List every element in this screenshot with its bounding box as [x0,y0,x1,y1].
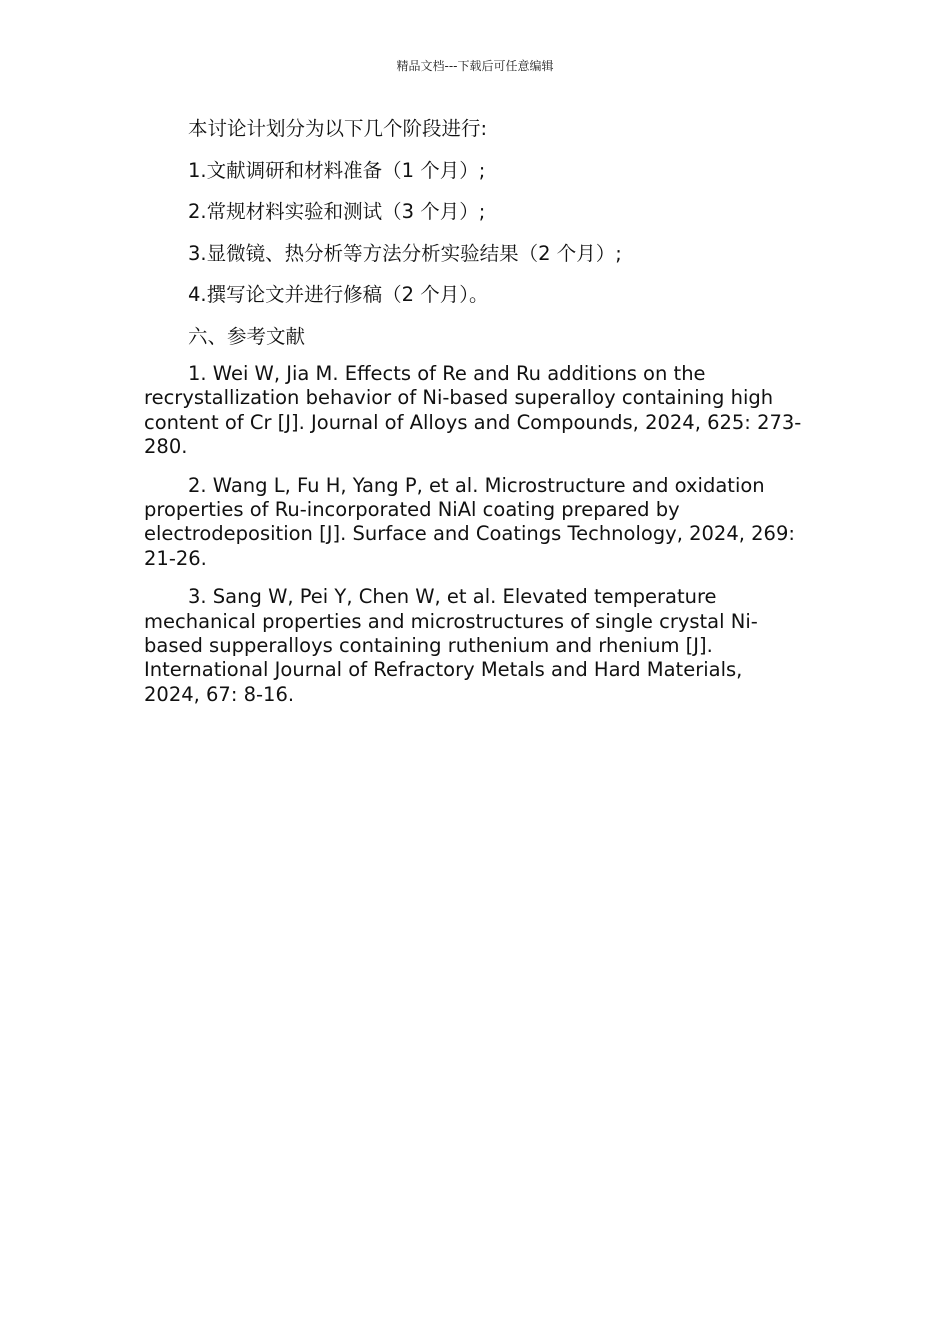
plan-stage-1: 1.文献调研和材料准备（1 个月）; [188,158,486,182]
page-header: 精品文档---下载后可任意编辑 [396,59,554,73]
plan-stage-4: 4.撰写论文并进行修稿（2 个月）。 [188,283,489,306]
reference-item-3: 3. Sang W, Pei Y, Chen W, et al. Elevated temperature mechanical properties and microstructures of single crystal Ni-based supperalloys containing ruthenium and rhenium [J]. International Journal of Refractory Metals and Hard Materials, 2024, 67: 8-16. [144,585,758,706]
reference-item-1: 1. Wei W, Jia M. Effects of Re and Ru additions on the recrystallization behavior of Ni-based superalloy containing high content of Cr [J]. Journal of Alloys and Compounds, 2024, 625: 273-280. [144,362,802,458]
plan-stage-2: 2.常规材料实验和测试（3 个月）; [188,200,486,223]
plan-stage-3: 3.显微镜、热分析等方法分析实验结果（2 个月）; [188,241,622,265]
document-body [144,114,804,721]
references-heading: 六、参考文献 [188,324,306,348]
plan-intro: 本讨论计划分为以下几个阶段进行: [188,117,488,140]
reference-item-2: 2. Wang L, Fu H, Yang P, et al. Microstructure and oxidation properties of Ru-incorporated NiAl coating prepared by electrodeposition [J]. Surface and Coatings Technology, 2024, 269: 21-26. [144,473,795,570]
